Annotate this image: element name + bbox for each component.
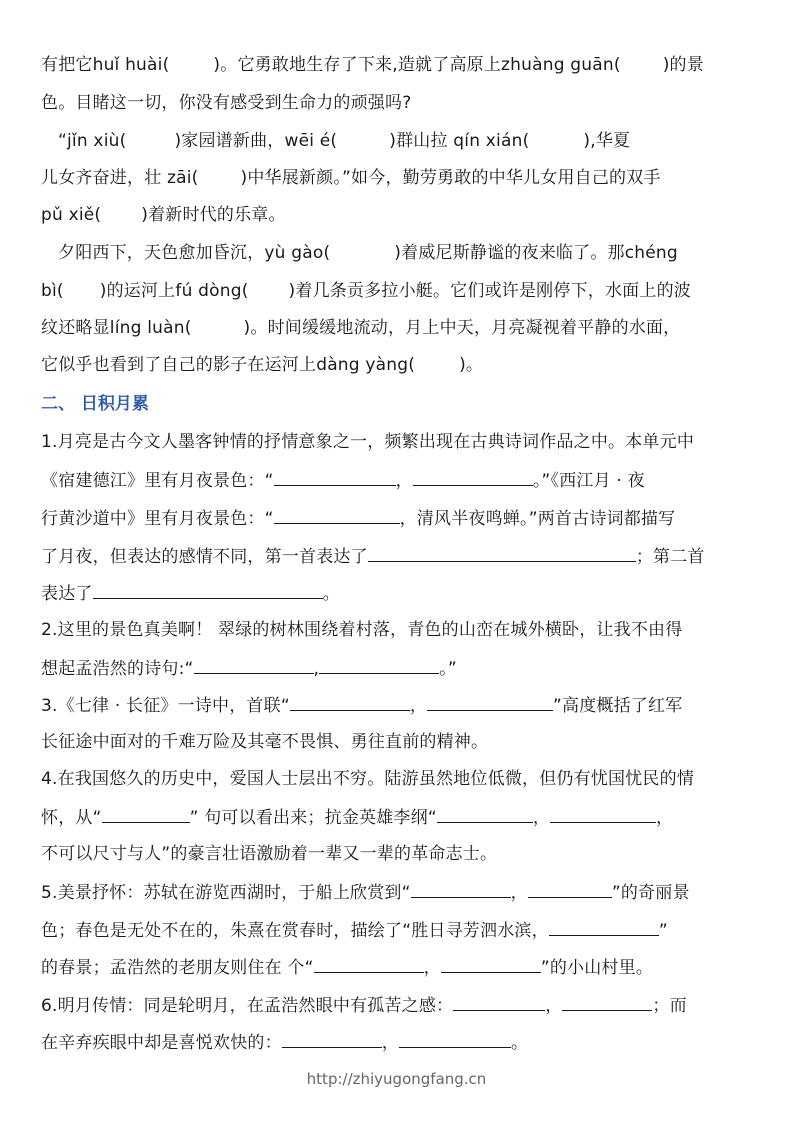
- answer-blank[interactable]: [427, 694, 553, 711]
- text-run: ，: [545, 996, 563, 1016]
- question-3-line: [41, 694, 753, 716]
- answer-blank[interactable]: [282, 1031, 382, 1048]
- answer-blank[interactable]: [314, 956, 424, 973]
- question-1-line: [41, 469, 753, 491]
- text-run: ”的奇丽景: [611, 883, 690, 903]
- text-run: 在辛弃疾眼中却是喜悦欢快的：: [41, 1033, 282, 1053]
- answer-blank[interactable]: [437, 806, 533, 823]
- text-run: )着新时代的乐章。: [141, 205, 286, 225]
- text-run: 表达了: [41, 584, 93, 604]
- text-run: 想起孟浩然的诗句:“: [41, 659, 194, 679]
- text-run: )着威尼斯静谧的夜来临了。那chéng: [394, 243, 678, 263]
- text-run: 3.《七律 · 长征》一诗中，首联“: [41, 696, 290, 716]
- question-1-line: [41, 582, 753, 604]
- text-run: ),华夏: [583, 131, 631, 151]
- text-line: [41, 318, 753, 338]
- text-run: ，: [395, 471, 413, 491]
- text-run: )。: [459, 355, 484, 375]
- text-run: ” 句可以看出来；抗金英雄李纲“: [189, 808, 437, 828]
- text-run: ；而: [652, 996, 687, 1016]
- text-run: )。时间缓缓地流动，月上中天，月亮凝视着平静的水面，: [243, 318, 681, 338]
- text-run: 行黄沙道中》里有月夜景色：“: [41, 509, 274, 529]
- answer-blank[interactable]: [441, 956, 541, 973]
- answer-blank[interactable]: [274, 469, 396, 486]
- question-2-line: 2.这里的景色真美啊！ 翠绿的树林围绕着村落，青色的山峦在城外横卧，让我不由得: [41, 620, 683, 640]
- text-run: 有把它huǐ huài(: [41, 55, 170, 75]
- text-run: 。: [322, 584, 340, 604]
- text-run: )着几条贡多拉小艇。它们或许是刚停下，水面上的波: [288, 281, 691, 301]
- question-5-line: [41, 919, 753, 941]
- text-run: ；第二首: [635, 547, 705, 567]
- answer-blank[interactable]: [194, 657, 314, 674]
- text-run: 6.明月传情：同是轮明月，在孟浩然眼中有孤苦之感：: [41, 996, 454, 1016]
- text-line: [41, 281, 753, 301]
- text-run: 了月夜，但表达的感情不同，第一首表达了: [41, 547, 368, 567]
- text-run: 它似乎也看到了自己的影子在运河上dàng yàng(: [41, 355, 416, 375]
- answer-blank[interactable]: [102, 806, 190, 823]
- text-run: )中华展新颜。”如今，勤劳勇敢的中华儿女用自己的双手: [240, 168, 661, 188]
- text-run: 。”: [439, 659, 457, 679]
- text-run: )的景: [662, 55, 704, 75]
- text-run: ”: [658, 921, 668, 941]
- text-run: 。: [511, 1033, 529, 1053]
- text-run: ，: [656, 808, 674, 828]
- text-run: 的春景；孟浩然的老朋友则住在 个“: [41, 958, 314, 978]
- answer-blank[interactable]: [550, 806, 656, 823]
- question-1-line: 1.月亮是古今文人墨客钟情的抒情意象之一，频繁出现在古典诗词作品之中。本单元中: [41, 432, 695, 452]
- text-run: )。它勇敢地生存了下来,造就了高原上zhuàng guān(: [213, 55, 621, 75]
- text-line: [58, 131, 753, 151]
- section-heading: 二、 日积月累: [41, 394, 149, 414]
- question-2-line: [41, 657, 753, 679]
- text-line: [58, 243, 753, 263]
- text-run: ”的小山村里。: [540, 958, 654, 978]
- text-run: 儿女齐奋进，壮 zāi(: [41, 168, 199, 188]
- question-5-line: [41, 881, 753, 903]
- text-run: ，: [423, 958, 441, 978]
- answer-blank[interactable]: [290, 694, 410, 711]
- text-line: 色。目睹这一切，你没有感受到生命力的顽强吗?: [41, 93, 412, 113]
- answer-blank[interactable]: [411, 881, 511, 898]
- text-run: ，: [532, 808, 551, 828]
- text-run: ，: [409, 696, 428, 716]
- text-run: ，: [510, 883, 528, 903]
- text-run: 5.美景抒怀：苏轼在游览西湖时，于船上欣赏到“: [41, 883, 411, 903]
- answer-blank[interactable]: [274, 507, 400, 524]
- question-1-line: [41, 507, 753, 529]
- question-6-line: [41, 994, 753, 1016]
- text-run: ，: [381, 1033, 400, 1053]
- question-6-line: [41, 1031, 753, 1053]
- answer-blank[interactable]: [368, 545, 636, 562]
- answer-blank[interactable]: [93, 582, 323, 599]
- text-run: ,: [313, 659, 320, 679]
- text-run: 《宿建德江》里有月夜景色：“: [41, 471, 274, 491]
- text-run: ，清风半夜鸣蝉。”两首古诗词都描写: [399, 509, 676, 529]
- question-4-line: [41, 806, 753, 828]
- text-line: [41, 55, 753, 75]
- footer-url: http://zhiyugongfang.cn: [306, 1070, 487, 1088]
- text-run: )群山拉 qín xián(: [389, 131, 530, 151]
- text-run: 色；春色是无处不在的，朱熹在赏春时，描绘了“胜日寻芳泗水滨，: [41, 921, 549, 941]
- question-3-line: 长征途中面对的千难万险及其毫不畏惧、勇往直前的精神。: [41, 732, 489, 752]
- text-run: 纹还略显líng luàn(: [41, 318, 192, 338]
- answer-blank[interactable]: [528, 881, 612, 898]
- text-line: [41, 168, 753, 188]
- text-run: )家园谱新曲，wēi é(: [174, 131, 338, 151]
- text-run: 。”《西江月 · 夜: [532, 471, 645, 491]
- text-run: )的运河上fú dòng(: [99, 281, 249, 301]
- question-1-line: [41, 545, 753, 567]
- text-run: 夕阳西下，天色愈加昏沉，yù gào(: [58, 243, 331, 263]
- text-run: ”高度概括了红军: [553, 696, 683, 716]
- answer-blank[interactable]: [319, 657, 439, 674]
- question-4-line: 不可以尺寸与人”的豪言壮语激励着一辈又一辈的革命志士。: [41, 844, 498, 864]
- text-line: [41, 355, 753, 375]
- answer-blank[interactable]: [562, 994, 652, 1011]
- answer-blank[interactable]: [453, 994, 545, 1011]
- text-run: bì(: [41, 281, 64, 301]
- text-run: “jǐn xiù(: [58, 131, 127, 151]
- answer-blank[interactable]: [549, 919, 659, 936]
- answer-blank[interactable]: [413, 469, 533, 486]
- answer-blank[interactable]: [399, 1031, 511, 1048]
- question-5-line: [41, 956, 753, 978]
- text-line: [41, 205, 753, 225]
- text-run: 怀，从“: [41, 808, 102, 828]
- question-4-line: 4.在我国悠久的历史中，爱国人士层出不穷。陆游虽然地位低微，但仍有忧国忧民的情: [41, 769, 695, 789]
- text-run: pǔ xiě(: [41, 205, 102, 225]
